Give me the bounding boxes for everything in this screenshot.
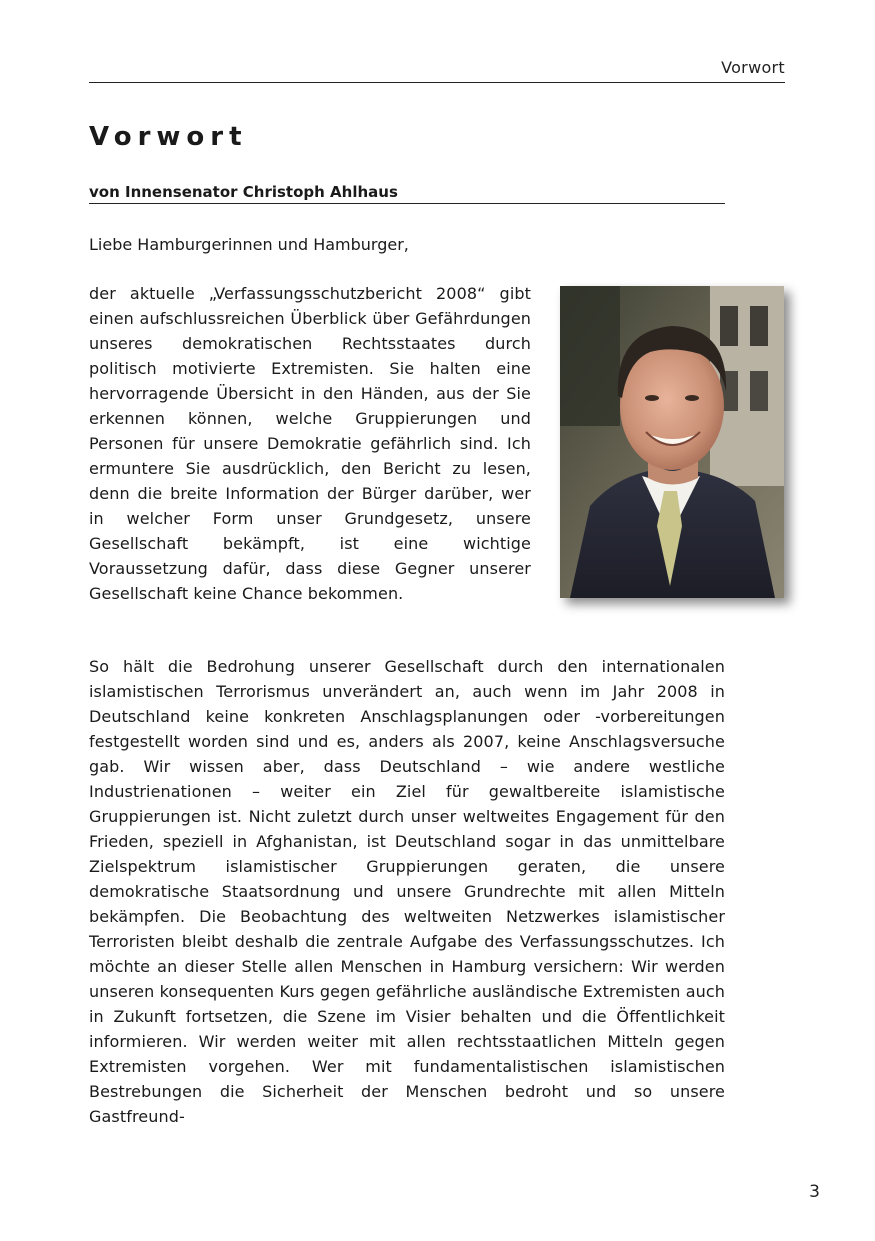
running-header: Vorwort	[89, 58, 785, 83]
page-title: Vorwort	[89, 122, 248, 152]
intro-paragraph: der aktuelle „Verfassungsschutzbericht 2008“ gibt einen aufschlussreichen Überblick über Gefährdungen unseres demokratischen Rechtsstaates durch politisch motivierte Extremisten. Sie halten eine hervorragende Übersicht in den Händen, aus der Sie erkennen können, welche Gruppierungen und Personen für unsere Demokratie gefährlich sind. Ich ermuntere Sie ausdrücklich, den Bericht zu lesen, denn die breite Information der Bürger darüber, wer in welcher Form unser Grundgesetz, unsere Gesellschaft bekämpft, ist eine wichtige Voraussetzung dafür, dass diese Gegner unserer Gesellschaft keine Chance bekommen.	[89, 284, 531, 603]
portrait-photo	[560, 286, 784, 598]
main-paragraph: So hält die Bedrohung unserer Gesellschaft durch den internationalen islamistischen Terrorismus unverändert an, auch wenn im Jahr 2008 in Deutschland keine konkreten Anschlagsplanungen oder -vorbereitungen festgestellt worden sind und es, anders als 2007, keine Anschlagsversuche gab. Wir wissen aber, dass Deutschland – wie andere westliche Industrienationen – weiter ein Ziel für gewaltbereite islamistische Gruppierungen ist. Nicht zuletzt durch unser weltweites Engagement für den Frieden, speziell in Afghanistan, ist Deutschland sogar in das unmittelbare Zielspektrum islamistischer Gruppierungen geraten, die unsere demokratische Staatsordnung und unsere Grundrechte mit allen Mitteln bekämpfen. Die Beobachtung des weltweiten Netzwerkes islamistischer Terroristen bleibt deshalb die zentrale Aufgabe des Verfassungsschutzes. Ich möchte an dieser Stelle allen Menschen in Hamburg versichern: Wir werden unseren konsequenten Kurs gegen gefährliche ausländische Extremisten auch in Zukunft fortsetzen, die Szene im Visier behalten und die Öffentlichkeit informieren. Wir werden weiter mit allen rechtsstaatlichen Mitteln gegen Extremisten vorgehen. Wer mit fundamentalistischen islamistischen Bestrebungen die Sicherheit der Menschen bedroht und so unsere Gastfreund-	[89, 657, 725, 1126]
salutation: Liebe Hamburgerinnen und Hamburger,	[89, 235, 409, 254]
portrait-illustration	[560, 286, 784, 598]
page-number: 3	[809, 1182, 820, 1202]
byline: von Innensenator Christoph Ahlhaus	[89, 183, 725, 204]
